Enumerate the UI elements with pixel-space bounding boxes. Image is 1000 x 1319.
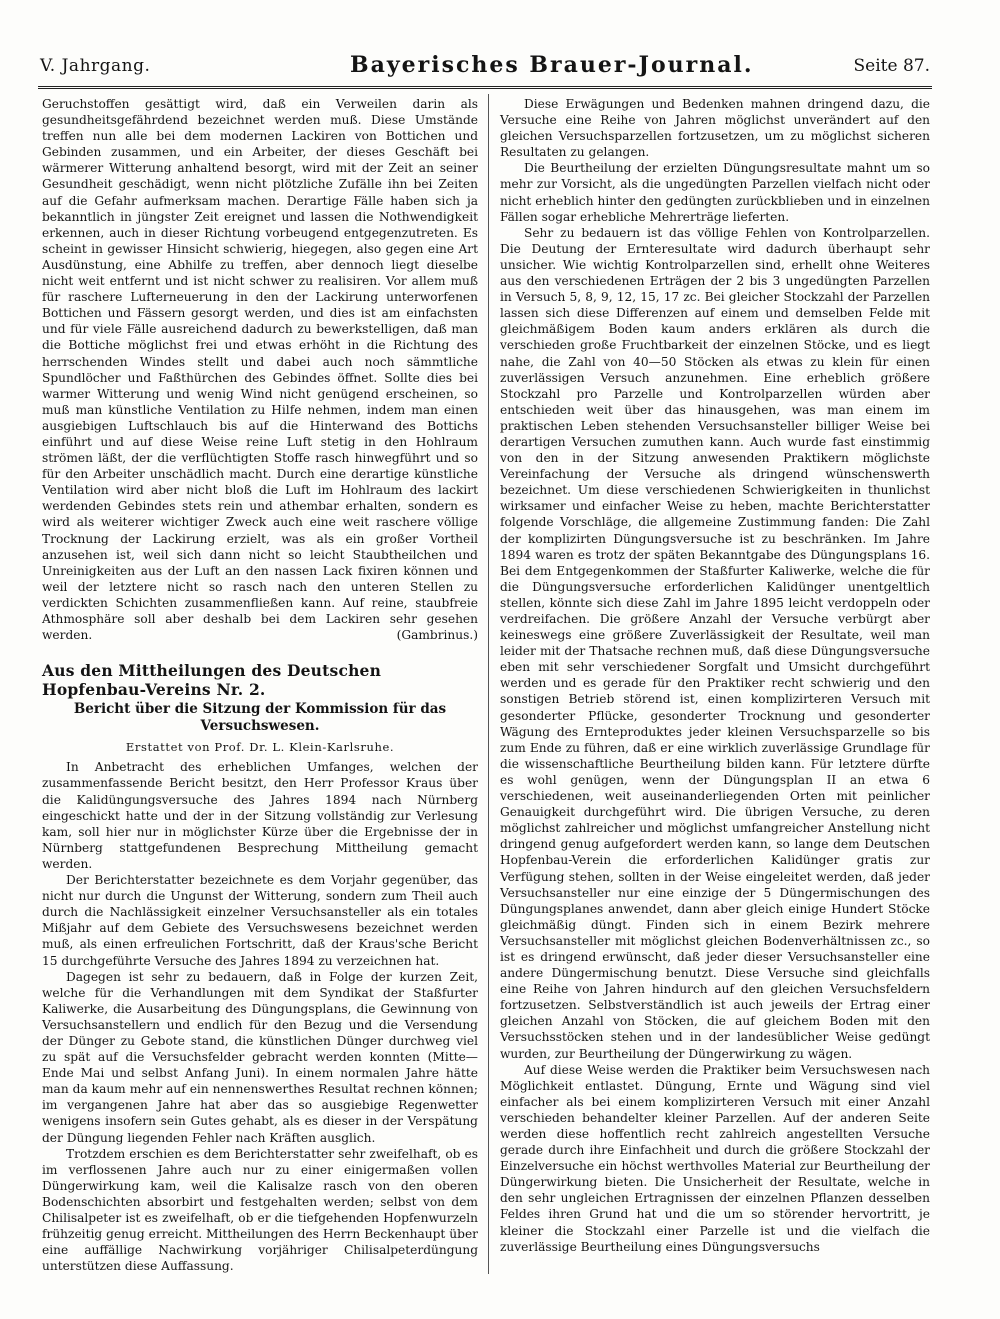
report-paragraph-3: Dagegen ist sehr zu bedauern, daß in Folge der kurzen Zeit, welche für die Verhandlungen mit dem Syndikat der Staßfurter Kaliwerke, die Ausarbeitung des Düngungsplans, die Gewinnung von Versuchsanstellern und endlich für den Bezug und die Versendung der Dünger zu Gebote stand, die künstlichen Dünger durchweg viel zu spät auf die Versuchsfelder gebracht werden konnten (Mitte—Ende Mai und selbst Anfang Juni). In einem normalen Jahre hätte man da kaum mehr auf ein nennenswerthes Resultat rechnen können; im vergangenen Jahre hat aber das so ausgiebige Regenwetter wenigens insofern sein Gutes gehabt, als es dieser in der Verspätung der Düngung liegenden Fehler nach Kräften ausglich. — [42, 969, 478, 1145]
report-paragraph-2: Der Berichterstatter bezeichnete es dem Vorjahr gegenüber, das nicht nur durch die Ungunst der Witterung, sondern zum Theil auch durch die Nachlässigkeit einzelner Versuchsansteller als ein totales Mißjahr auf dem Gebiete des Versuchswesens bezeichnet werden muß, als einen erfreulichen Fortschritt, daß der Kraus'sche Bericht 15 durchgeführte Versuche des Jahres 1894 zu verzeichnen hat. — [42, 873, 478, 968]
right-column — [500, 96, 930, 1255]
report-paragraph-1: In Anbetracht des erheblichen Umfanges, welchen der zusammenfassende Bericht besitzt, den Herr Professor Kraus über die Kalidüngungsversuche des Jahres 1894 nach Nürnberg eingeschickt hatte und der in der Sitzung vollständig zur Verlesung kam, soll hier nur in möglichster Kürze über die Ergebnisse der in Nürnberg stattgefundenen Besprechung Mittheilung gemacht werden. — [42, 760, 478, 871]
volume-label: V. Jahrgang. — [40, 56, 151, 76]
journal-title: Bayerisches Brauer-Journal. — [350, 52, 754, 78]
source-attribution: (Gambrinus.) — [396, 628, 478, 643]
report-paragraph-5: Diese Erwägungen und Bedenken mahnen dringend dazu, die Versuche eine Reihe von Jahren möglichst unverändert auf den gleichen Versuchsparzellen fortzusetzen, um zu möglichst sicheren Resultaten zu gelangen. — [500, 97, 930, 160]
report-paragraph-6: Die Beurtheilung der erzielten Düngungsresultate mahnt um so mehr zur Vorsicht, als die ungedüngten Parzellen vielfach nicht oder nicht erheblich hinter den gedüngten zurückblieben und in einzelnen Fällen sogar erhebliche Mehrerträge lieferten. — [500, 161, 930, 224]
page-number: Seite 87. — [853, 56, 930, 76]
article-continuation-paragraph: Geruchstoffen gesättigt wird, daß ein Verweilen darin als gesundheitsgefährdend bezeichnet werden muß. Diese Umstände treffen nun alle bei dem modernen Lackiren von Bottichen und Gebinden zusammen, und ein Arbeiter, der dieses Geschäft bei wärmerer Witterung anhaltend besorgt, wird mit der Zeit an seiner Gesundheit geschädigt, wenn nicht plötzliche Zufälle ihn bei Zeiten auf die Gefahr aufmerksam machen. Derartige Fälle haben sich ja bekanntlich in jüngster Zeit ereignet und lassen die Nothwendigkeit erkennen, auch in dieser Richtung vorbeugend entgegenzutreten. Es scheint in gewisser Hinsicht schwierig, hiegegen, also gegen eine Art Ausdünstung, eine Abhilfe zu treffen, aber dennoch liegt dieselbe nicht weit entfernt und ist nicht schwer zu realisiren. Vor allem muß für raschere Lufterneuerung in den der Lackirung unterworfenen Bottichen und Fässern gesorgt werden, und dies ist am einfachsten und für viele Fälle ausreichend dadurch zu bewerkstelligen, daß man die Bottiche möglichst frei und etwas erhöht in die Richtung des herrschenden Windes stellt und dabei auch noch sämmtliche Spundlöcher und Faßthürchen des Gebindes öffnet. Sollte dies bei warmer Witterung und wenig Wind nicht genügend erscheinen, so muß man künstliche Ventilation zu Hilfe nehmen, indem man einen ausgiebigen Luftschlauch bis auf die Hinterwand des Bottichs einführt und auf diese Weise reine Luft stetig in den Hohlraum strömen läßt, der die verflüchtigten Stoffe rasch hinwegführt und so für den Arbeiter unschädlich macht. Durch eine derartige künstliche Ventilation wird aber nicht bloß die Luft im Hohlraum des lackirt werdenden Gebindes stets rein und athembar erhalten, sondern es wird als weiterer wichtiger Zweck auch eine weit raschere völlige Trocknung der Lackirung erzielt, was als ein großer Vortheil anzusehen ist, weil sich dann nicht so leicht Staubtheilchen und Unreinigkeiten aus der Luft an den nassen Lack fixiren können und weil der letztere nicht so rasch nach den unteren Stellen zu verdickten Schichten zusammenfließen kann. Auf reine, staubfreie Athmosphäre soll aber deshalb bei dem Lackiren sehr gesehen werden. — [42, 97, 478, 643]
report-paragraph-7: Sehr zu bedauern ist das völlige Fehlen von Kontrolparzellen. Die Deutung der Ernteresultate wird dadurch überhaupt sehr unsicher. Wie wichtig Kontrolparzellen sind, erhellt ohne Weiteres aus den verschiedenen Erträgen der 2 bis 3 ungedüngten Parzellen in Versuch 5, 8, 9, 12, 15, 17 zc. Bei gleicher Stockzahl der Parzellen lassen sich diese Differenzen auf einem und demselben Felde mit gleichmäßigem Boden kaum anders erklären als durch die verschieden große Fruchtbarkeit der einzelnen Stöcke, und es liegt nahe, die Zahl von 40—50 Stöcken als etwas zu klein für einen zuverlässigen Versuch anzunehmen. Eine erheblich größere Stockzahl pro Parzelle und Kontrolparzellen würden aber entschieden weit über das hinausgehen, was man einem im praktischen Leben stehenden Versuchsansteller billiger Weise bei derartigen Versuchen zumuthen kann. Auch wurde fast einstimmig von den in der Sitzung anwesenden Praktikern möglichste Vereinfachung der Versuche als dringend wünschenswerth bezeichnet. Um diese verschiedenen Schwierigkeiten in thunlichst wirksamer und einfacher Weise zu heben, machte Berichterstatter folgende Vorschläge, die allgemeine Zustimmung fanden: Die Zahl der komplizirten Düngungsversuche ist zu beschränken. Im Jahre 1894 waren es trotz der späten Bekanntgabe des Düngungsplans 16. Bei dem Entgegenkommen der Staßfurter Kaliwerke, welche die für die Düngungsversuche erforderlichen Kalidünger unentgeltlich stellen, könnte sich diese Zahl im Jahre 1895 leicht verdoppeln oder verdreifachen. Die größere Anzahl der Versuche verbürgt aber keineswegs eine größere Zuverlässigkeit der Resultate, weil man leider mit der Thatsache rechnen muß, daß diese Düngungsversuche eben mit sehr verschiedener Sorgfalt und Umsicht durchgeführt werden und es gerade für den Praktiker recht schwierig und den sonstigen Betrieb störend ist, einen komplizirteren Versuch mit gesonderter Pflücke, gesonderter Trocknung und gesonderter Wägung des Ernteproduktes jeder kleinen Versuchsparzelle so bis zum Ende zu führen, daß er eine wirklich zuverlässige Grundlage für die wissenschaftliche Beurtheilung bilden kann. Für letztere dürfte es wohl genügen, wenn der Düngungsplan II an etwa 6 verschiedenen, weit auseinanderliegenden Orten mit peinlicher Genauigkeit durchgeführt wird. Die übrigen Versuche, zu deren möglichst zahlreicher und möglichst umfangreicher Anstellung nicht dringend genug aufgefordert werden kann, so lange dem Deutschen Hopfenbau-Verein die erforderlichen Kalidünger gratis zur Verfügung stehen, sollten in der Weise eingeleitet werden, daß jeder Versuchsansteller nur eine einzige der 5 Düngermischungen des Düngungsplanes anwendet, dann aber gleich einige Hundert Stöcke gleichmäßig düngt. Finden sich in einem Bezirk mehrere Versuchsansteller mit möglichst gleichen Bodenverhältnissen zc., so ist es dringend erwünscht, daß jeder dieser Versuchsansteller eine andere Düngermischung benutzt. Diese Versuche sind gleichfalls eine Reihe von Jahren hindurch auf den gleichen Versuchsfeldern fortzusetzen. Selbstverständlich ist auch jeweils der Ertrag einer gleichen Anzahl von Stöcken, die auf gleichem Boden mit den Versuchsstöcken stehen und in der landesüblicher Weise gedüngt wurden, zur Beurtheilung der Düngerwirkung zu wägen. — [500, 225, 930, 1061]
column-divider — [488, 94, 489, 1274]
header-rule — [38, 86, 932, 89]
left-column — [42, 96, 478, 1274]
report-paragraph-4: Trotzdem erschien es dem Berichterstatter sehr zweifelhaft, ob es im verflossenen Jahre auch nur zu einer einigermaßen vollen Düngerwirkung kam, weil die Kalisalze rasch von den oberen Bodenschichten absorbirt und festgehalten werden; selbst von dem Chilisalpeter ist es zweifelhaft, ob er die tiefgehenden Hopfenwurzeln frühzeitig genug erreicht. Mittheilungen des Herrn Beckenhaupt über eine auffällige Nachwirkung vorjähriger Chilisalpeterdüngung unterstützen diese Auffassung. — [42, 1146, 478, 1274]
section-byline: Erstattet von Prof. Dr. L. Klein-Karlsruhe. — [125, 740, 395, 755]
report-paragraph-8: Auf diese Weise werden die Praktiker beim Versuchswesen nach Möglichkeit entlastet. Düngung, Ernte und Wägung sind viel einfacher als bei einem komplizirteren Versuch mit einer Anzahl verschieden behandelter kleiner Parzellen. Auf der anderen Seite werden diese hoffentlich recht zahlreich angestellten Versuche gerade durch ihre Einfachheit und durch die größere Stockzahl der Einzelversuche ein höchst werthvolles Material zur Beurtheilung der Düngerwirkung bieten. Die Unsicherheit der Resultate, welche in den sehr ungleichen Ertragnissen der einzelnen Pflanzen desselben Feldes ihren Grund hat und die um so störender hervortritt, je kleiner die Stockzahl einer Parzelle ist und die vielfach die zuverlässige Beurtheilung eines Düngungsversuchs — [500, 1062, 930, 1254]
section-subtitle: Bericht über die Sitzung der Kommission für das Versuchswesen. — [73, 701, 447, 735]
section-title: Aus den Mittheilungen des Deutschen Hopfenbau-Vereins Nr. 2. — [42, 661, 382, 700]
page-header — [40, 50, 930, 86]
